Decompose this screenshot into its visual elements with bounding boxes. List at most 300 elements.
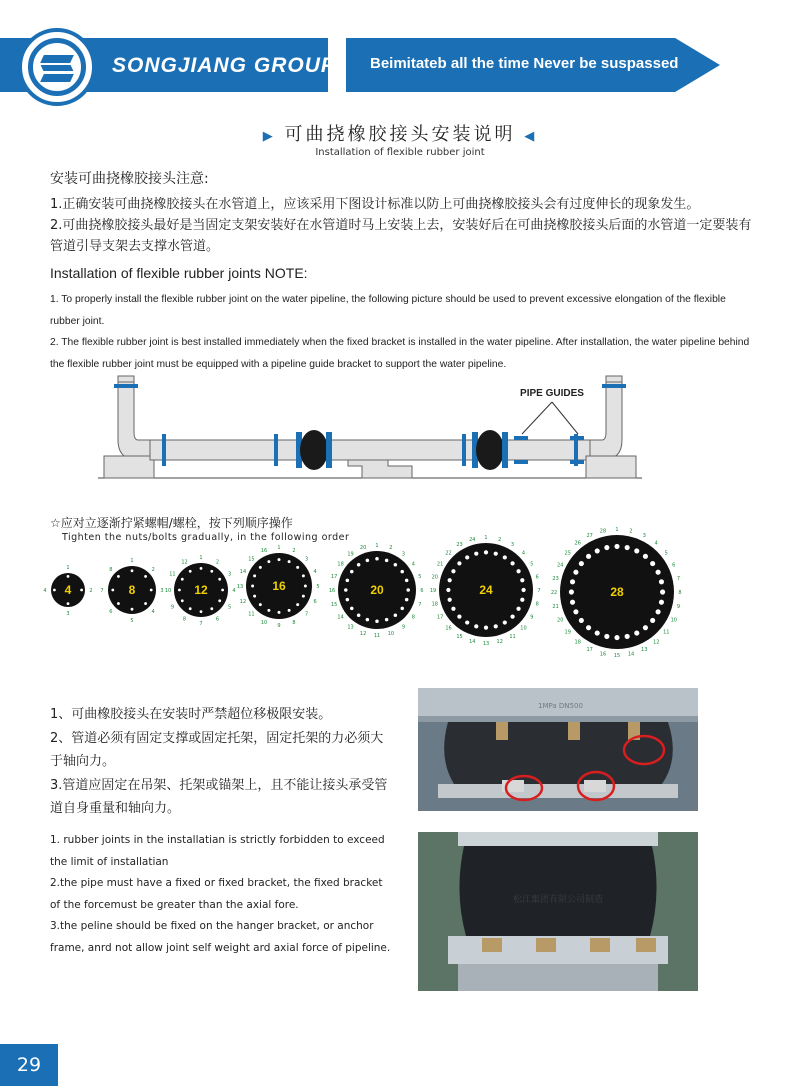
- bolt-hole: [366, 618, 370, 622]
- bolt-sequence-number: 12: [653, 639, 660, 646]
- pipe-cap: [118, 376, 134, 382]
- bolt-hole: [405, 598, 409, 602]
- bolt-hole: [150, 589, 153, 592]
- bolt-sequence-number: 9: [676, 604, 681, 611]
- bolt-hole: [595, 631, 600, 636]
- bolt-sequence-number: 10: [387, 630, 395, 637]
- bolt-count-label: 8: [128, 583, 136, 597]
- bolt-hole: [586, 625, 591, 630]
- bolt-hole: [503, 555, 507, 559]
- bolt-sequence-number: 20: [359, 545, 367, 552]
- plate-edge: [418, 716, 698, 722]
- bolt-hole: [448, 578, 452, 582]
- bolt-hole: [400, 607, 404, 611]
- bolt: [496, 722, 508, 740]
- notes-en-item: 2. The flexible rubber joint is best installed immediately when the fixed bracket is installed in the water pipeline. After installation, the water pipeline behind the flexible rubber joint must be equipped with a pipeline guide bracket to support the water pipeline.: [50, 337, 750, 370]
- bolt-hole: [53, 589, 56, 592]
- rubber-joint-left: [300, 430, 328, 470]
- bolt-hole: [465, 555, 469, 559]
- bolt-hole: [660, 589, 665, 594]
- bolt-hole: [659, 600, 664, 605]
- requirement-en-item: 2.the pipe must have a fixed or fixed bracket, the fixed bracket of the forcemust be greater than the axial fore.: [50, 877, 383, 911]
- bolt-hole: [210, 570, 213, 573]
- requirements-zh: [50, 703, 395, 821]
- bolt-hole: [516, 607, 520, 611]
- bolt-count-label: 20: [370, 583, 384, 597]
- left-anchor-block: [104, 456, 154, 478]
- bolt-hole: [221, 589, 224, 592]
- bolt-hole: [503, 620, 507, 624]
- bolt-sequence-number: 7: [100, 588, 104, 594]
- bolt-hole: [178, 589, 181, 592]
- bolt-hole: [656, 609, 661, 614]
- bolt-sequence-number: 15: [613, 653, 621, 659]
- bolt-sequence-number: 4: [43, 588, 47, 594]
- bolt-sequence-number: 8: [109, 566, 113, 573]
- pipe-installation-diagram: [90, 370, 650, 490]
- bolt-hole: [604, 545, 609, 550]
- bolt-hole: [520, 598, 524, 602]
- bolt-hole: [218, 599, 221, 602]
- bolt-sequence-number: 17: [586, 646, 593, 653]
- bolt-sequence-number: 3: [160, 588, 164, 594]
- bolt-sequence-number: 2: [389, 545, 393, 552]
- bolt-sequence-number: 5: [530, 561, 534, 568]
- bolt-hole: [457, 614, 461, 618]
- bolt-hole: [344, 588, 348, 592]
- bolt-count-label: 28: [610, 585, 624, 599]
- bolt-sequence-number: 16: [260, 547, 268, 554]
- bolt-sequence-number: 13: [347, 624, 354, 631]
- bolt-hole: [181, 599, 184, 602]
- bolt-sequence-number: 6: [313, 598, 317, 605]
- requirement-zh-item: 1、可曲橡胶接头在安装时严禁超位移极限安装。: [50, 707, 332, 722]
- bolt-hole: [210, 607, 213, 610]
- joint-flange: [502, 432, 508, 468]
- bolt-sequence-number: 2: [629, 528, 633, 535]
- bolt-hole: [659, 579, 664, 584]
- bolt-sequence-number: 3: [227, 571, 232, 578]
- bolt-hole: [573, 609, 578, 614]
- bolt-hole: [375, 619, 379, 623]
- bolt-sequence-number: 3: [66, 611, 70, 617]
- bolt-hole: [634, 631, 639, 636]
- upper-pipe-flange: [458, 832, 658, 846]
- bolt-sequence-number: 13: [236, 584, 244, 590]
- bolt-hole: [251, 585, 254, 588]
- bolt-sequence-number: 9: [530, 614, 534, 621]
- main-pipe: [150, 440, 590, 460]
- bolt-hole: [510, 561, 514, 565]
- bolt-hole: [350, 607, 354, 611]
- bolt-sequence-number: 12: [359, 630, 367, 637]
- center-anchor-block: [348, 460, 412, 478]
- pipe-guide: [570, 436, 584, 440]
- bolt-sequence-number: 7: [676, 575, 681, 582]
- bolt-hole: [288, 609, 291, 612]
- bolt-sequence-number: 15: [248, 556, 255, 563]
- bolt-sequence-number: 18: [337, 561, 344, 568]
- bolt-hole: [494, 552, 498, 556]
- bolt-sequence-number: 1: [66, 565, 70, 571]
- bolt-sequence-number: 5: [130, 618, 134, 624]
- lower-flange: [438, 784, 678, 798]
- bolt-hole: [516, 569, 520, 573]
- bolt-sequence-number: 10: [260, 620, 268, 627]
- songjiang-logo-icon: [18, 28, 96, 106]
- requirement-zh-item: 2、管道必须有固定支撑或固定托架，固定托架的力必须大于轴向力。: [50, 730, 384, 769]
- bolt-hole: [117, 575, 120, 578]
- nut: [636, 938, 656, 952]
- bolt-hole: [614, 544, 619, 549]
- guide-leader-line: [522, 402, 552, 434]
- bolt-hole: [579, 561, 584, 566]
- nut: [482, 938, 502, 952]
- bolt-hole: [302, 574, 305, 577]
- bolt-sequence-number: 11: [663, 629, 670, 636]
- bolt-hole: [267, 609, 270, 612]
- installed-joint-photo-bottom: [418, 832, 698, 991]
- flange: [602, 384, 626, 388]
- bolt-hole: [253, 595, 256, 598]
- bolt-sequence-number: 22: [550, 590, 558, 596]
- installed-joint-photo-top: [418, 688, 698, 811]
- bolt-sequence-number: 3: [401, 551, 406, 558]
- bolt-sequence-number: 18: [574, 639, 581, 646]
- slogan: Beimitateb all the time Never be suspassed: [370, 55, 679, 72]
- bolt-sequence-number: 6: [420, 588, 424, 594]
- bolt-hole: [569, 589, 574, 594]
- bolt-count-label: 24: [479, 583, 493, 597]
- pipe-guide: [514, 460, 528, 464]
- bolt-hole: [296, 566, 299, 569]
- bolt-sequence-number: 8: [292, 620, 296, 627]
- nut: [584, 780, 606, 792]
- bolt-sequence-number: 2: [151, 566, 155, 573]
- bolt-sequence-number: 7: [418, 601, 422, 608]
- bolt-hole: [570, 579, 575, 584]
- bolt-hole: [625, 634, 630, 639]
- bolt-sequence-number: 9: [401, 624, 406, 631]
- bolt-sequence-number: 6: [109, 609, 113, 616]
- bolt-hole: [656, 570, 661, 575]
- bolt-hole: [586, 554, 591, 559]
- bolt-order-title-en: Tighten the nuts/bolts gradually, in the following order: [62, 532, 350, 543]
- bolt-hole: [259, 603, 262, 606]
- right-elbow-pipe: [590, 380, 622, 460]
- guide-leader-line: [552, 402, 578, 434]
- bolt-sequence-number: 10: [670, 617, 677, 624]
- bolt-sequence-number: 3: [304, 556, 309, 563]
- bolt-hole: [510, 614, 514, 618]
- bolt-hole: [595, 548, 600, 553]
- bolt-hole: [457, 561, 461, 565]
- bolt-sequence-number: 14: [627, 651, 635, 658]
- page-title: [0, 120, 800, 146]
- bolt-order-title-zh: ☆应对立逐渐拧紧螺帽/螺栓，按下列顺序操作: [50, 516, 293, 530]
- bolt-hole: [366, 559, 370, 563]
- lower-flange: [448, 936, 668, 964]
- bolt-hole: [385, 618, 389, 622]
- rubber-joint-right: [476, 430, 504, 470]
- bolt-hole: [570, 600, 575, 605]
- bolt-sequence-number: 4: [521, 550, 526, 557]
- bolt-hole: [350, 570, 354, 574]
- bolt-hole: [131, 569, 134, 572]
- right-anchor-block: [586, 456, 636, 478]
- bolt-hole: [400, 570, 404, 574]
- company-name: SONGJIANG GROUP: [112, 54, 336, 77]
- bolt-sequence-number: 15: [331, 601, 338, 608]
- bolt-hole: [67, 602, 70, 605]
- bolt-hole: [117, 602, 120, 605]
- joint-flange: [326, 432, 332, 468]
- bolt-sequence-number: 19: [564, 629, 571, 636]
- bolt-count-label: 16: [272, 579, 286, 593]
- bolt-hole: [643, 625, 648, 630]
- bolt-sequence-number: 11: [169, 571, 176, 578]
- bolt-hole: [278, 611, 281, 614]
- bolt-sequence-number: 21: [436, 561, 444, 568]
- bolt-sequence-number: 11: [248, 611, 255, 618]
- bolt-hole: [304, 585, 307, 588]
- bolt-hole: [579, 618, 584, 623]
- bolt-sequence-number: 16: [445, 625, 452, 632]
- lower-pipe: [458, 964, 658, 991]
- notes-zh-heading: 安装可曲挠橡胶接头注意:: [50, 171, 209, 187]
- bolt-sequence-number: 26: [574, 540, 581, 547]
- bolt-sequence-number: 1: [130, 558, 134, 564]
- plate-marking: 1MPa DN500: [538, 702, 583, 710]
- bolt-hole: [278, 558, 281, 561]
- rubber-joint-body: [459, 846, 656, 936]
- bolt-hole: [520, 578, 524, 582]
- bolt-sequence-number: 25: [564, 550, 571, 557]
- bolt-hole: [494, 624, 498, 628]
- bolt-hole: [604, 634, 609, 639]
- bolt-hole: [253, 574, 256, 577]
- bolt-hole: [288, 560, 291, 563]
- bolt-hole: [144, 575, 147, 578]
- bolt-sequence-number: 13: [641, 646, 648, 653]
- pipe-guide: [570, 460, 584, 464]
- bolt-hole: [385, 559, 389, 563]
- bolt-hole: [189, 607, 192, 610]
- bolt-hole: [448, 598, 452, 602]
- bolt-sequence-number: 6: [535, 574, 539, 581]
- bolt-sequence-number: 19: [347, 551, 354, 558]
- page-title-text: 可曲挠橡胶接头安装说明: [284, 124, 516, 145]
- bolt-sequence-number: 16: [328, 588, 336, 594]
- bolt-hole: [189, 570, 192, 573]
- page-subtitle: Installation of flexible rubber joint: [315, 147, 485, 158]
- triangle-right-icon: ▶: [262, 129, 276, 144]
- triangle-left-icon: ◀: [524, 129, 538, 144]
- bolt-hole: [200, 610, 203, 613]
- bolt-sequence-number: 22: [445, 550, 452, 557]
- bolt-count-label: 4: [64, 583, 72, 597]
- bolt-hole: [573, 570, 578, 575]
- bolt-hole: [181, 578, 184, 581]
- bolt-hole: [111, 589, 114, 592]
- bolt-hole: [357, 613, 361, 617]
- bolt: [568, 722, 580, 740]
- bolt-sequence-number: 4: [232, 588, 236, 594]
- bolt-hole: [394, 563, 398, 567]
- bolt-sequence-number: 2: [89, 588, 93, 594]
- bolt-hole: [80, 589, 83, 592]
- bolt-hole: [451, 569, 455, 573]
- bolt-sequence-number: 13: [482, 641, 490, 647]
- bolt-sequence-number: 3: [642, 533, 646, 540]
- bolt-sequence-number: 6: [672, 562, 676, 569]
- bolt-sequence-number: 1: [484, 535, 488, 541]
- bolt-sequence-number: 10: [520, 625, 527, 632]
- bolt-sequence-number: 10: [164, 588, 172, 594]
- bolt-sequence-number: 15: [456, 633, 463, 640]
- bolt-hole: [521, 588, 525, 592]
- bolt-sequence-number: 21: [552, 604, 559, 611]
- bolt-sequence-number: 16: [599, 651, 607, 658]
- flange-group: [43, 527, 681, 659]
- bolt-sequence-number: 1: [199, 555, 203, 561]
- bolt-hole: [302, 595, 305, 598]
- bolt-sequence-number: 1: [615, 527, 619, 533]
- bolt-sequence-number: 5: [227, 604, 232, 611]
- bolt-sequence-number: 23: [456, 542, 463, 549]
- bolt-sequence-number: 5: [664, 550, 668, 557]
- requirements-en: [50, 830, 395, 959]
- pipe-guide: [514, 436, 528, 440]
- bolt-sequence-number: 2: [292, 547, 296, 554]
- bolt-hole: [296, 603, 299, 606]
- bolt-sequence-number: 12: [181, 559, 188, 566]
- bolt-hole: [346, 598, 350, 602]
- bolt-hole: [614, 635, 619, 640]
- bolt-hole: [131, 608, 134, 611]
- bolt-hole: [405, 579, 409, 583]
- notes-en: [50, 289, 750, 375]
- page-number: 29: [0, 1044, 58, 1086]
- flange: [114, 384, 138, 388]
- notes-zh-item: 1.正确安装可曲挠橡胶接头在水管道上，应该采用下图设计标准以防上可曲挠橡胶接头会有过度伸长的现象发生。: [50, 197, 700, 212]
- bolt-sequence-number: 8: [678, 590, 682, 596]
- bolt-sequence-number: 12: [239, 598, 247, 605]
- bolt-hole: [650, 561, 655, 566]
- bolt-hole: [406, 588, 410, 592]
- bolt-sequence-number: 6: [215, 616, 220, 623]
- bolt-sequence-number: 27: [586, 533, 593, 540]
- bolt-sequence-number: 4: [313, 569, 317, 576]
- bolt-sequence-number: 14: [239, 569, 247, 576]
- nut: [590, 938, 610, 952]
- bolt-hole: [451, 607, 455, 611]
- bolt-sequence-number: 9: [170, 604, 175, 611]
- bolt-sequence-number: 8: [182, 616, 187, 623]
- bolt-sequence-number: 8: [535, 601, 539, 608]
- notes-zh: [50, 194, 760, 257]
- bolt-sequence-number: 4: [411, 561, 415, 568]
- requirement-en-item: 1. rubber joints in the installatian is strictly forbidden to exceed the limit of installatian: [50, 834, 385, 868]
- notes-en-item: 1. To properly install the flexible rubber joint on the water pipeline, the following picture should be used to prevent excessive elongation of the flexible rubber joint.: [50, 294, 726, 327]
- bolt-hole: [67, 575, 70, 578]
- bolt-sequence-number: 17: [436, 614, 444, 621]
- flange: [162, 434, 166, 466]
- bolt-tightening-diagrams: [40, 524, 700, 664]
- bolt-sequence-number: 20: [557, 617, 564, 624]
- bolt-hole: [346, 579, 350, 583]
- bolt-sequence-number: 9: [277, 623, 281, 629]
- bolt-sequence-number: 11: [373, 633, 381, 639]
- bolt-sequence-number: 4: [654, 540, 658, 547]
- bolt-sequence-number: 2: [215, 559, 220, 566]
- bolt-hole: [634, 548, 639, 553]
- bolt-sequence-number: 24: [469, 536, 476, 543]
- bolt-sequence-number: 2: [498, 536, 502, 543]
- bolt-sequence-number: 1: [277, 545, 281, 551]
- flange: [274, 434, 278, 466]
- body-marking: 松江集团有限公司制造: [512, 895, 604, 905]
- bolt-hole: [474, 552, 478, 556]
- bolt-hole: [625, 545, 630, 550]
- bolt-sequence-number: 18: [431, 601, 438, 608]
- bolt-sequence-number: 14: [469, 639, 476, 646]
- bolt-sequence-number: 7: [199, 621, 203, 627]
- bolt-hole: [446, 588, 450, 592]
- bolt-hole: [465, 620, 469, 624]
- requirement-zh-item: 3.管道应固定在吊架、托架或锚架上，且不能让接头承受管道自身重量和轴向力。: [50, 777, 388, 816]
- bolt-sequence-number: 3: [510, 542, 515, 549]
- bolt-sequence-number: 1: [375, 543, 379, 549]
- bolt-hole: [484, 550, 488, 554]
- pipe-guides-label: PIPE GUIDES: [520, 388, 584, 399]
- bolt-hole: [200, 567, 203, 570]
- bolt-sequence-number: 4: [151, 609, 155, 616]
- bolt-count-label: 12: [194, 583, 208, 597]
- bolt-hole: [259, 566, 262, 569]
- bolt-hole: [375, 557, 379, 561]
- notes-en-heading: Installation of flexible rubber joints NOTE:: [50, 265, 308, 281]
- bolt-sequence-number: 20: [431, 574, 438, 581]
- bolt-hole: [650, 618, 655, 623]
- bolt-sequence-number: 14: [337, 614, 344, 621]
- bolt-hole: [357, 563, 361, 567]
- bolt-hole: [484, 625, 488, 629]
- bolt-sequence-number: 24: [557, 562, 564, 569]
- bolt-sequence-number: 19: [429, 588, 437, 594]
- bolt-hole: [394, 613, 398, 617]
- left-elbow-pipe: [118, 380, 150, 460]
- bolt-sequence-number: 12: [496, 639, 503, 646]
- requirement-en-item: 3.the peline should be fixed on the hanger bracket, or anchor frame, anrd not allow joint self weight ard axial force of pipeline.: [50, 920, 391, 954]
- bolt-hole: [218, 578, 221, 581]
- bolt-sequence-number: 11: [509, 633, 516, 640]
- nut: [536, 938, 556, 952]
- bolt-hole: [643, 554, 648, 559]
- bolt-hole: [144, 602, 147, 605]
- bolt-hole: [474, 624, 478, 628]
- bolt-sequence-number: 5: [418, 574, 422, 581]
- bolt-sequence-number: 28: [599, 528, 607, 535]
- bolt-sequence-number: 23: [552, 575, 559, 582]
- notes-zh-item: 2.可曲挠橡胶接头最好是当固定支架安装好在水管道时马上安装上去，安装好后在可曲挠橡胶接头后面的水管道一定要装有管道引导支架去支撑水管道。: [50, 218, 752, 254]
- bolt-sequence-number: 7: [304, 611, 309, 618]
- flange: [462, 434, 466, 466]
- bolt-sequence-number: 8: [411, 614, 415, 621]
- bolt-hole: [267, 560, 270, 563]
- bolt-sequence-number: 7: [537, 588, 541, 594]
- bolt-sequence-number: 5: [316, 584, 320, 590]
